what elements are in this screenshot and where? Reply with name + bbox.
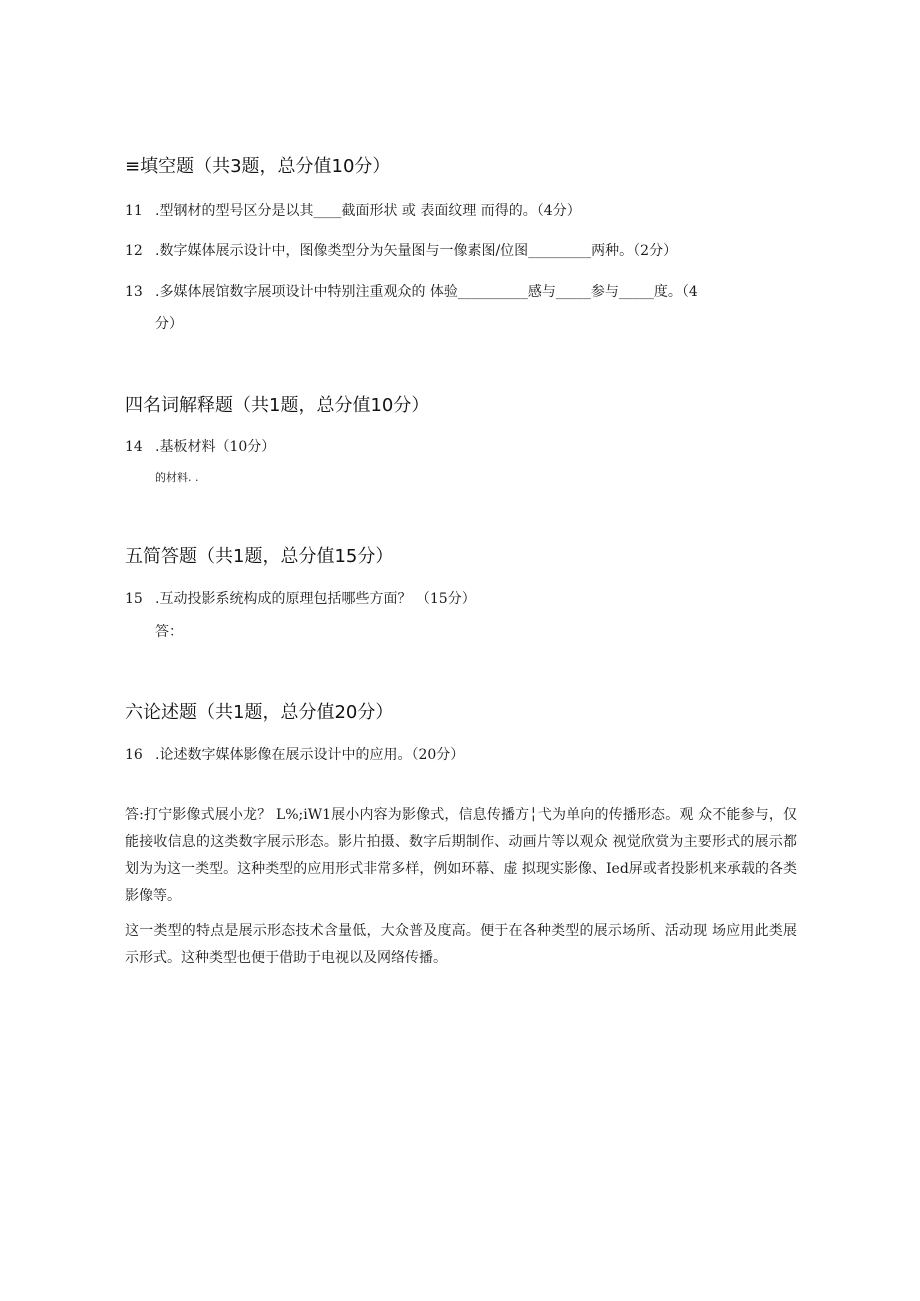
question-text: .基板材料（10分） [155,439,276,455]
question-13 [125,281,698,301]
section-title-essay: 六论述题（共1题，总分值20分） [125,702,394,723]
question-text: .多媒体展馆数字展项设计中特别注重观众的 体验__________感与_____参与_____度。（4 [155,284,698,300]
question-number: 11 [125,203,143,219]
question-15 [125,588,476,608]
question-number: 12 [125,243,143,259]
answer-16-paragraph-2: 这一类型的特点是展示形态技术含量低，大众普及度高。便于在各种类型的展示场所、活动现 场应用此类展示形式。这种类型也便于借助于电视以及网络传播。 [125,923,797,966]
question-number: 14 [125,439,143,455]
answer-14: 的材料. . [155,471,199,484]
section-title-fill-blank: ≡填空题（共3题，总分值10分） [125,156,391,177]
question-12 [125,240,677,260]
section-title-short-answer: 五简答题（共1题，总分值15分） [125,546,394,567]
question-number: 13 [125,284,143,300]
section-title-terms: 四名词解释题（共1题，总分值10分） [125,395,430,416]
question-number: 15 [125,591,143,607]
question-number: 16 [125,747,143,763]
question-text: .论述数字媒体影像在展示设计中的应用。（20分） [155,747,465,763]
question-13-continuation: 分） [155,316,183,332]
question-text: .数字媒体展示设计中，图像类型分为矢量图与一像素图/位图_________两种。（2分） [155,243,678,259]
answer-16-paragraph-1: 答:打宁影像式展小龙？ L%;iW1展小内容为影像式，信息传播方╎弋为单向的传播形态。观 众不能参与，仅能接收信息的这类数字展示形态。影片拍摄、数字后期制作、动画片等以观众 视觉欣赏为主要形式的展示都划为为这一类型。这种类型的应用形式非常多样，例如环幕、虚 拟现实影像、Ied屏或者投影机来承载的各类影像等。 [125,807,797,904]
question-14 [125,436,275,456]
answer-15: 答： [155,624,183,640]
question-11 [125,200,581,220]
question-text: .型钢材的型号区分是以其____截面形状 或 表面纹理 而得的。（4分） [155,203,581,219]
question-16 [125,744,464,764]
question-text: .互动投影系统构成的原理包括哪些方面？ （15分） [155,591,476,607]
